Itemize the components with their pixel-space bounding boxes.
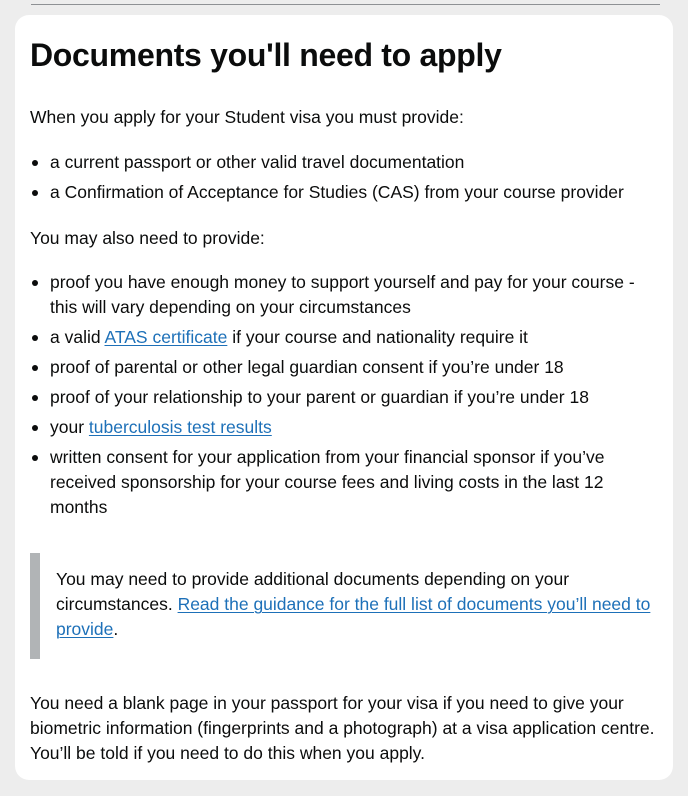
required-documents-list bbox=[30, 150, 663, 210]
content-card bbox=[15, 15, 673, 780]
list-item-text: your bbox=[50, 417, 89, 437]
top-divider bbox=[31, 4, 660, 5]
closing-paragraph: You need a blank page in your passport for your visa if you need to give your biometric information (fingerprints and a photograph) at a visa application centre. You’ll be told if you need to do this when you apply. bbox=[30, 693, 655, 763]
list-item-text: a valid bbox=[50, 327, 105, 347]
atas-certificate-link[interactable]: ATAS certificate bbox=[104, 327, 228, 347]
list-item-text: if your course and nationality require it bbox=[227, 327, 528, 347]
inset-text-end: . bbox=[113, 619, 119, 639]
list-item: a Confirmation of Acceptance for Studies (CAS) from your course provider bbox=[30, 180, 663, 205]
inset-notice bbox=[30, 553, 660, 659]
tuberculosis-test-link[interactable]: tuberculosis test results bbox=[88, 417, 272, 437]
intro-paragraph: When you apply for your Student visa you must provide: bbox=[30, 107, 464, 127]
may-also-paragraph: You may also need to provide: bbox=[30, 228, 265, 248]
list-item bbox=[30, 325, 663, 350]
list-item: a current passport or other valid travel documentation bbox=[30, 150, 663, 175]
list-item bbox=[30, 415, 663, 440]
list-item: proof of your relationship to your parent or guardian if you’re under 18 bbox=[30, 385, 663, 410]
inset-text: You may need to provide additional documents depending on your circumstances. bbox=[56, 569, 570, 614]
optional-documents-list bbox=[30, 270, 663, 525]
list-item: written consent for your application from your financial sponsor if you’ve received sponsorship for your course fees and living costs in the last 12 months bbox=[30, 445, 663, 520]
guidance-documents-link[interactable]: Read the guidance for the full list of documents you’ll need to provide bbox=[56, 594, 651, 639]
list-item: proof of parental or other legal guardian consent if you’re under 18 bbox=[30, 355, 663, 380]
page-title: Documents you'll need to apply bbox=[30, 37, 502, 73]
list-item: proof you have enough money to support yourself and pay for your course - this will vary depending on your circumstances bbox=[30, 270, 663, 320]
